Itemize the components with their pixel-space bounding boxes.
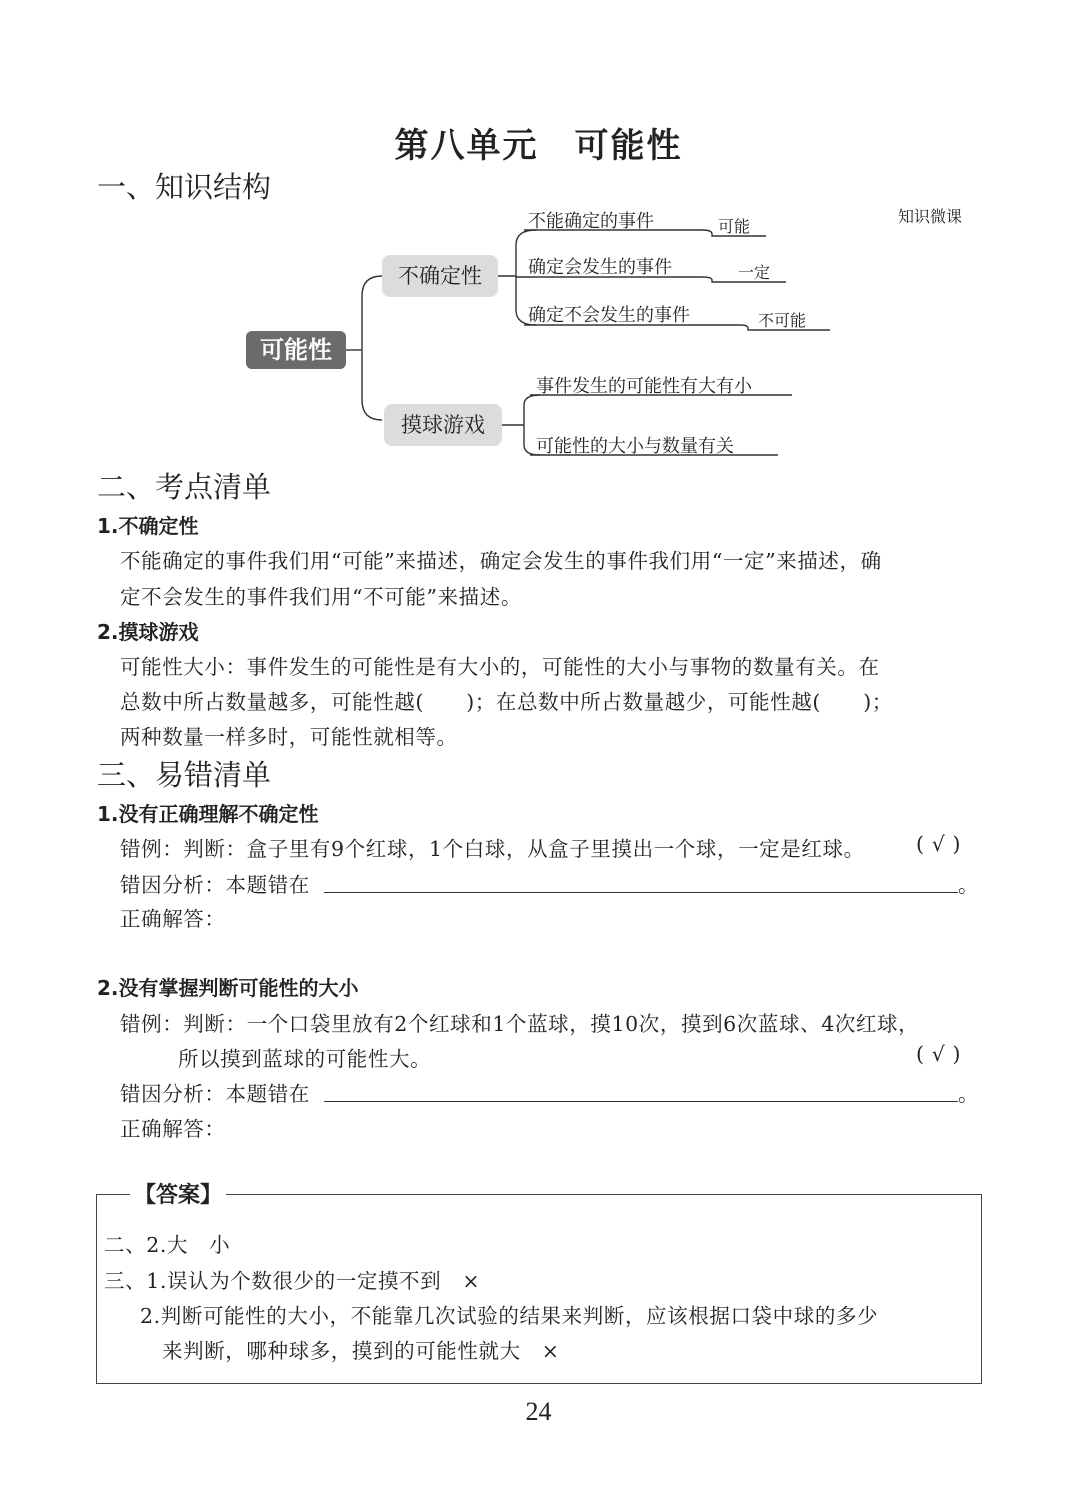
map-item-impossible-event: 确定不会发生的事件 — [528, 305, 690, 326]
map-item-size-quantity: 可能性的大小与数量有关 — [536, 436, 734, 457]
mistake-example-2-line2: 所以摸到蓝球的可能性大。 — [178, 1047, 432, 1071]
mistake-title-2: 2.没有掌握判断可能性的大小 — [97, 976, 359, 1000]
point-text-line: 两种数量一样多时，可能性就相等。 — [120, 725, 458, 749]
section-heading-key-points: 二、考点清单 — [97, 470, 272, 504]
map-item-uncertain-event: 不能确定的事件 — [528, 211, 654, 232]
map-answer-possible: 可能 — [718, 217, 751, 236]
mistake-analysis-label-2: 错因分析：本题错在 — [120, 1082, 310, 1106]
map-answer-impossible: 不可能 — [758, 311, 807, 330]
answer-box-title: 【答案】 — [130, 1178, 226, 1209]
point-text-line: 总数中所占数量越多，可能性越( )；在总数中所占数量越少，可能性越( )； — [120, 690, 893, 714]
mistake-title-1: 1.没有正确理解不确定性 — [97, 802, 319, 826]
mind-map-root: 可能性 — [246, 331, 346, 369]
mind-map-connectors — [0, 0, 1077, 500]
page-title: 第八单元 可能性 — [394, 126, 683, 166]
map-item-size-varies: 事件发生的可能性有大有小 — [536, 376, 752, 397]
mistake-analysis-blank-2[interactable] — [324, 1101, 958, 1102]
answer-line: 二、2.大 小 — [104, 1233, 231, 1257]
mistake-example-1: 错例：判断：盒子里有9个红球，1个白球，从盒子里摸出一个球，一定是红球。 — [120, 837, 865, 861]
section-heading-structure: 一、知识结构 — [97, 170, 272, 204]
micro-lesson-label: 知识微课 — [898, 207, 963, 226]
point-text-line: 可能性大小：事件发生的可能性是有大小的，可能性的大小与事物的数量有关。在 — [120, 655, 880, 679]
mistake-period-2: 。 — [958, 1082, 980, 1106]
answer-line: 2.判断可能性的大小，不能靠几次试验的结果来判断，应该根据口袋中球的多少 — [140, 1304, 879, 1328]
map-item-certain-event: 确定会发生的事件 — [528, 257, 672, 278]
mind-map-branch-ball-game: 摸球游戏 — [384, 404, 502, 446]
point-text-line: 定不会发生的事件我们用“不可能”来描述。 — [120, 585, 522, 609]
point-title-ball-game: 2.摸球游戏 — [97, 620, 199, 644]
mistake-correct-label-1: 正确解答： — [120, 907, 226, 931]
point-title-uncertainty: 1.不确定性 — [97, 514, 199, 538]
answer-line: 三、1.误认为个数很少的一定摸不到 × — [104, 1269, 481, 1293]
mistake-mark-1: ( √ ) — [916, 832, 962, 856]
point-text-line: 不能确定的事件我们用“可能”来描述，确定会发生的事件我们用“一定”来描述，确 — [120, 549, 882, 573]
page-number: 24 — [525, 1397, 552, 1426]
answer-line: 来判断，哪种球多，摸到的可能性就大 × — [162, 1339, 560, 1363]
mistake-analysis-label-1: 错因分析：本题错在 — [120, 873, 310, 897]
section-heading-mistakes: 三、易错清单 — [97, 758, 272, 792]
mistake-example-2-line1: 错例：判断：一个口袋里放有2个红球和1个蓝球，摸10次，摸到6次蓝球、4次红球， — [120, 1012, 920, 1036]
mistake-correct-label-2: 正确解答： — [120, 1117, 226, 1141]
mind-map-branch-uncertain: 不确定性 — [382, 255, 498, 297]
mistake-analysis-blank-1[interactable] — [324, 892, 958, 893]
mistake-period-1: 。 — [958, 873, 980, 897]
mistake-mark-2: ( √ ) — [916, 1042, 962, 1066]
map-answer-certain: 一定 — [738, 263, 771, 282]
